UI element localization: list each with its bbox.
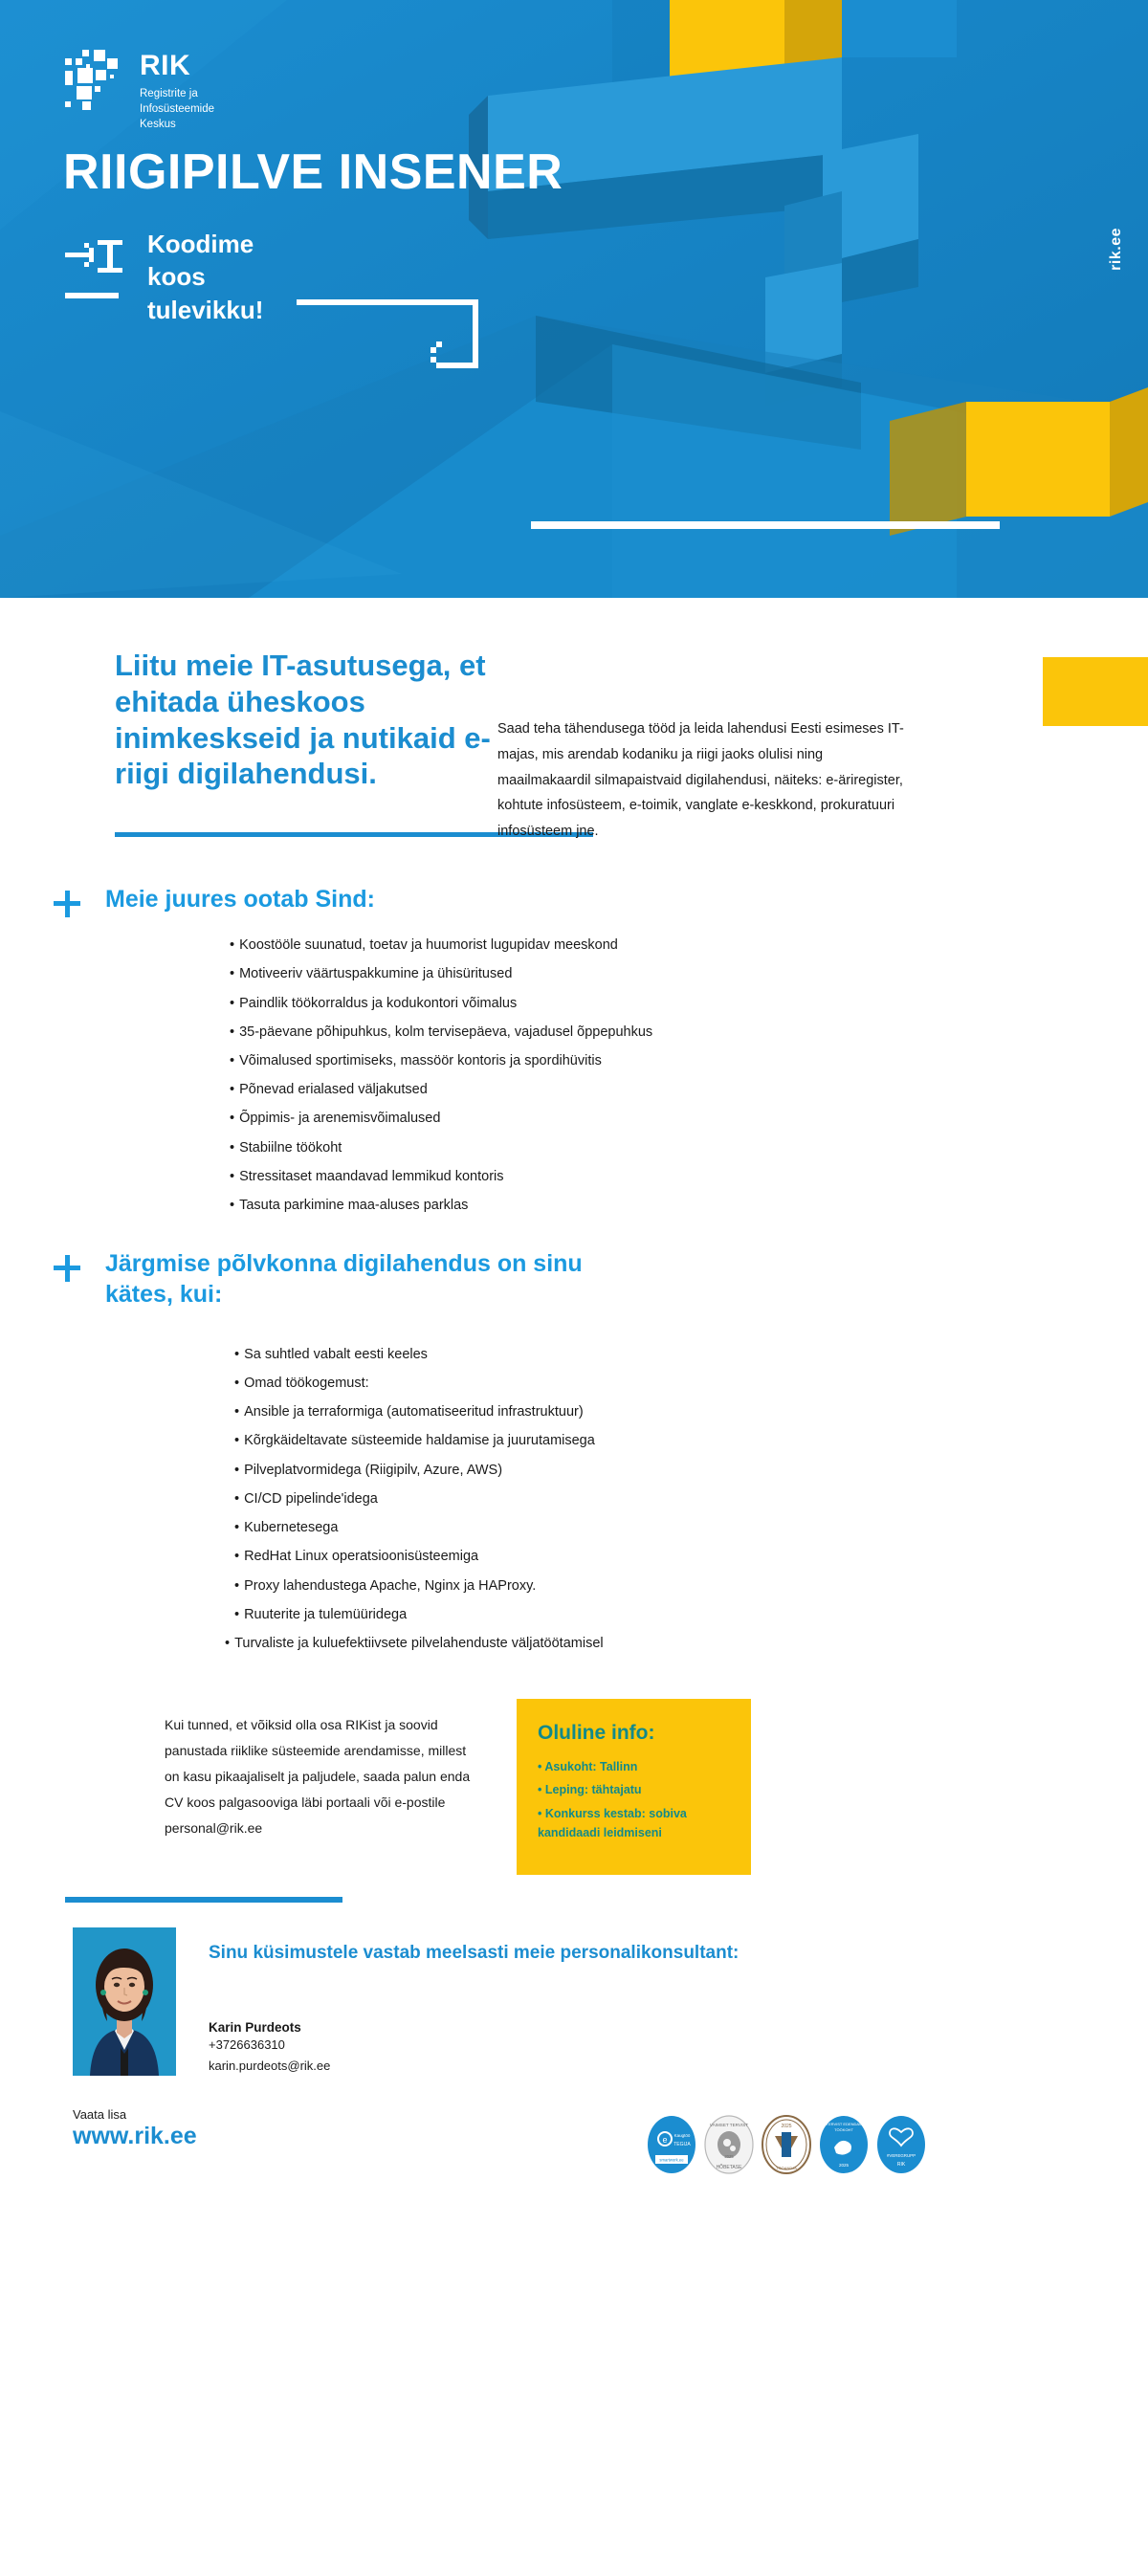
requirements-title: Järgmise põlvkonna digilahendus on sinu kätes, kui: xyxy=(105,1250,583,1308)
list-item-text: Turvaliste ja kuluefektiivsete pilvelahenduste väljatöötamisel xyxy=(234,1635,604,1651)
bullet-dot-icon: • xyxy=(538,1806,542,1820)
svg-text:TÖÖANDJA: TÖÖANDJA xyxy=(776,2166,797,2171)
list-item-text: Võimalused sportimiseks, massöör kontoris ja spordihüvitis xyxy=(239,1052,602,1068)
list-item-text: Pilveplatvormidega (Riigipilv, Azure, AWS) xyxy=(244,1462,503,1478)
kaugtoo-tegija-badge xyxy=(647,2115,696,2174)
contact-section xyxy=(0,1927,1148,2078)
footer-website-link[interactable]: www.rik.ee xyxy=(73,2123,197,2150)
svg-text:2025: 2025 xyxy=(724,2154,734,2160)
svg-text:HÕBETASE: HÕBETASE xyxy=(716,2165,742,2171)
bullet-dot-icon: • xyxy=(230,1052,235,1068)
bullet-dot-icon: • xyxy=(234,1490,240,1507)
bullet-dot-icon: • xyxy=(230,1111,235,1127)
bullet-dot-icon: • xyxy=(225,1635,231,1651)
list-item-text: CI/CD pipelinde'idega xyxy=(244,1490,378,1507)
apply-section xyxy=(0,1699,1148,1902)
list-item xyxy=(234,1348,828,1362)
list-item-text: Ruuterite ja tulemüüridega xyxy=(244,1606,408,1622)
apply-paragraph: Kui tunned, et võiksid olla osa RIKist ja soovid panustada riiklike süsteemide arendamisse, millest on kasu pikaajaliselt ja paljudele, saada palun enda CV koos palgasooviga läbi portaali või e-postile personal@rik.ee xyxy=(165,1717,471,1836)
bullet-dot-icon: • xyxy=(230,937,235,954)
list-item xyxy=(230,1054,823,1068)
list-item xyxy=(538,1757,730,1776)
bullet-dot-icon: • xyxy=(230,1082,235,1098)
list-item xyxy=(230,1141,823,1156)
important-info-list xyxy=(538,1757,730,1842)
bullet-dot-icon: • xyxy=(538,1783,542,1797)
svg-text:e: e xyxy=(662,2135,668,2146)
list-item-text: Sa suhtled vabalt eesti keeles xyxy=(244,1346,428,1362)
hero-banner xyxy=(0,0,1148,598)
consultant-name: Karin Purdeots xyxy=(209,2019,301,2035)
svg-text:2025: 2025 xyxy=(838,2163,850,2169)
list-item-text: Motiveeriv väärtuspakkumine ja ühisüritused xyxy=(239,966,513,982)
logo-wordmark: RIK xyxy=(140,50,191,81)
svg-text:2025: 2025 xyxy=(781,2124,792,2130)
list-item-text: Stressitaset maandavad lemmikud kontoris xyxy=(239,1168,504,1184)
list-item xyxy=(234,1579,828,1594)
bullet-dot-icon: • xyxy=(234,1520,240,1536)
list-item-text: Paindlik töökorraldus ja kodukontori võimalus xyxy=(239,995,518,1011)
bullet-dot-icon: • xyxy=(234,1433,240,1449)
slogan-line-1: Koodime xyxy=(147,230,254,258)
svg-text:TEGIJA: TEGIJA xyxy=(673,2142,691,2148)
intro-left-column xyxy=(0,648,497,837)
list-item-text: Kõrgkäideltavate süsteemide haldamise ja juurutamisega xyxy=(244,1433,595,1449)
list-item-text: Omad töökogemust: xyxy=(244,1375,369,1391)
list-item-text: Ansible ja terraformiga (automatiseeritud infrastruktuur) xyxy=(244,1404,584,1420)
list-item-text: RedHat Linux operatsioonisüsteemiga xyxy=(244,1549,479,1565)
list-item xyxy=(234,1405,828,1420)
slogan-line-2: koos xyxy=(147,262,206,292)
bullet-dot-icon: • xyxy=(234,1549,240,1565)
footer-left xyxy=(73,2107,647,2150)
tervist-edendav-tookoht-badge xyxy=(819,2115,869,2174)
bullet-dot-icon: • xyxy=(234,1375,240,1391)
list-item-text: Proxy lahendustega Apache, Nginx ja HAProxy. xyxy=(244,1577,537,1594)
yellow-accent-block xyxy=(1043,657,1148,726)
svg-text:RIK: RIK xyxy=(896,2162,906,2169)
list-item-text: Konkurss kestab: sobiva kandidaadi leidmiseni xyxy=(538,1806,687,1839)
bullet-dot-icon: • xyxy=(230,1024,235,1040)
svg-text:TERVIST EDENDAV: TERVIST EDENDAV xyxy=(826,2122,862,2127)
requirements-header xyxy=(0,1249,1148,1310)
rik-logo xyxy=(65,50,214,133)
list-item xyxy=(538,1780,730,1799)
svg-text:TÖÖKOHT: TÖÖKOHT xyxy=(834,2127,853,2133)
list-item xyxy=(234,1434,828,1448)
list-item-text: Asukoht: Tallinn xyxy=(544,1760,638,1774)
plus-icon xyxy=(54,1255,80,1282)
vaimset-tervist-hobetase-badge xyxy=(704,2115,754,2174)
bullet-dot-icon: • xyxy=(230,966,235,982)
contact-heading: Sinu küsimustele vastab meelsasti meie personalikonsultant: xyxy=(209,1942,740,1963)
list-item xyxy=(234,1492,828,1507)
requirements-list xyxy=(0,1348,1148,1651)
list-item xyxy=(230,967,823,981)
rik-logo-mark-icon xyxy=(65,50,124,109)
logo-subtitle-line-3: Keskus xyxy=(140,118,176,130)
intro-paragraph: Saad teha tähendusega tööd ja leida lahendusi Eesti esimeses IT-majas, mis arendab kodaniku ja riigi jaoks olulisi ning maailmakaardil silmapaistvaid digilahendusi, näiteks: e-äriregister, kohtute infosüsteem, e-toimik, vanglate e-keskkond, prokuratuuri infosüsteem jne. xyxy=(497,721,904,840)
list-item xyxy=(230,938,823,953)
bullet-dot-icon: • xyxy=(230,1139,235,1156)
list-item-text: Koostööle suunatud, toetav ja huumorist lugupidav meeskond xyxy=(239,937,618,954)
important-info-title: Oluline info: xyxy=(538,1722,655,1745)
list-item xyxy=(225,1637,818,1651)
apply-left-column xyxy=(0,1699,517,1902)
list-item-text: Leping: tähtajatu xyxy=(544,1783,642,1797)
riigi-rahastatud-2025-badge xyxy=(762,2115,811,2174)
list-item xyxy=(538,1804,730,1843)
benefits-list xyxy=(0,938,1148,1213)
svg-text:#VEREGRUPP: #VEREGRUPP xyxy=(886,2153,916,2159)
list-item xyxy=(234,1376,828,1391)
footer-section xyxy=(0,2107,1148,2213)
bullet-dot-icon: • xyxy=(234,1346,240,1362)
svg-text:VAIMSET TERVIST: VAIMSET TERVIST xyxy=(709,2123,749,2128)
logo-subtitle-line-2: Infosüsteemide xyxy=(140,102,214,115)
bullet-dot-icon: • xyxy=(234,1577,240,1594)
list-item xyxy=(230,1199,823,1213)
list-item xyxy=(234,1608,828,1622)
bullet-dot-icon: • xyxy=(538,1760,542,1774)
svg-text:smartwork.ee: smartwork.ee xyxy=(659,2157,684,2163)
requirements-section xyxy=(0,1249,1148,1651)
list-item xyxy=(230,1170,823,1184)
list-item xyxy=(234,1550,828,1564)
logo-subtitle xyxy=(140,87,214,133)
intro-right-column xyxy=(497,648,947,845)
bullet-dot-icon: • xyxy=(230,995,235,1011)
benefits-section xyxy=(0,885,1148,1213)
bullet-dot-icon: • xyxy=(234,1462,240,1478)
benefits-title: Meie juures ootab Sind: xyxy=(105,886,375,914)
list-item-text: Õppimis- ja arenemisvõimalused xyxy=(239,1111,441,1127)
code-arrow-icon xyxy=(65,231,126,306)
bracket-decoration-icon xyxy=(297,299,555,368)
consultant-phone[interactable]: +3726636310 xyxy=(209,2037,285,2052)
intro-heading: Liitu meie IT-asutusega, et ehitada üheskoos inimkeskseid ja nutikaid e-riigi digilahendusi. xyxy=(115,649,491,791)
bullet-dot-icon: • xyxy=(234,1606,240,1622)
list-item xyxy=(234,1464,828,1478)
svg-text:Kaugtöö: Kaugtöö xyxy=(673,2133,691,2139)
list-item xyxy=(230,1112,823,1126)
list-item xyxy=(230,1025,823,1040)
rik-ee-vertical-label: rik.ee xyxy=(1108,228,1124,271)
list-item xyxy=(234,1521,828,1535)
award-badges xyxy=(647,2107,926,2174)
slogan-line-3: tulevikku! xyxy=(147,295,264,324)
job-title: RIIGIPILVE INSENER xyxy=(63,144,563,200)
consultant-email[interactable]: karin.purdeots@rik.ee xyxy=(209,2058,331,2073)
veregrupp-rik-badge xyxy=(876,2115,926,2174)
intro-section xyxy=(0,598,1148,845)
apply-divider xyxy=(65,1897,342,1903)
contact-details xyxy=(176,1927,739,2078)
list-item-text: Põnevad erialased väljakutsed xyxy=(239,1082,428,1098)
list-item-text: 35-päevane põhipuhkus, kolm tervisepäeva, vajadusel õppepuhkus xyxy=(239,1024,653,1040)
bullet-dot-icon: • xyxy=(234,1404,240,1420)
logo-subtitle-line-1: Registrite ja xyxy=(140,88,198,99)
bullet-dot-icon: • xyxy=(230,1198,235,1214)
important-info-box xyxy=(517,1699,751,1875)
plus-icon xyxy=(54,891,80,917)
list-item-text: Tasuta parkimine maa-aluses parklas xyxy=(239,1198,469,1214)
slogan-block xyxy=(65,228,263,326)
list-item xyxy=(230,1083,823,1097)
consultant-photo xyxy=(73,1927,176,2076)
list-item-text: Stabiilne töökoht xyxy=(239,1139,342,1156)
list-item-text: Kubernetesega xyxy=(244,1520,339,1536)
bullet-dot-icon: • xyxy=(230,1168,235,1184)
benefits-header xyxy=(0,885,1148,917)
slogan-text xyxy=(147,228,263,326)
list-item xyxy=(230,997,823,1011)
footer-pretext: Vaata lisa xyxy=(73,2107,127,2123)
